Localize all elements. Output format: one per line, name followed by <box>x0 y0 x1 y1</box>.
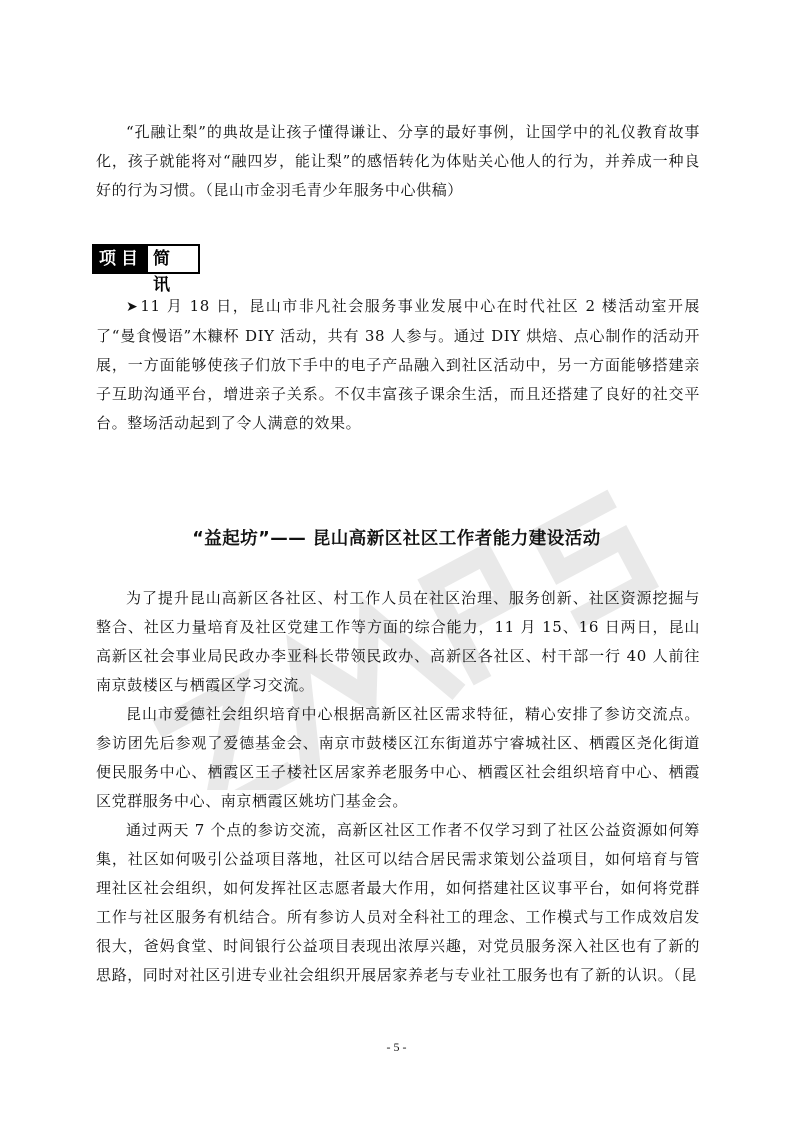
project-brief-header <box>92 244 200 295</box>
paragraph-visit-arrangement: 昆山市爱德社会组织培育中心根据高新区社区需求特征，精心安排了参访交流点。参访团先后参观了爱德基金会、南京市鼓楼区江东街道苏宁睿城社区、栖霞区尧化街道便民服务中心、栖霞区王子楼社区居家养老服务中心、栖霞区社会组织培育中心、栖霞区党群服务中心、南京栖霞区姚坊门基金会。 <box>96 705 700 810</box>
paragraph-visit-outcome: 通过两天 7 个点的参访交流，高新区社区工作者不仅学习到了社区公益资源如何筹集，社区如何吸引公益项目落地，社区可以结合居民需求策划公益项目，如何培育与管理社区社会组织，如何发挥社区志愿者最大作用，如何搭建社区议事平台，如何将党群工作与社区服务有机结合。所有参访人员对全科社工的理念、工作模式与工作成效启发很大，爸妈食堂、时间银行公益项目表现出浓厚兴趣，对党员服务深入社区也有了新的思路，同时对社区引进专业社会组织开展居家养老与专业社工服务也有了新的认识。（昆 <box>96 821 700 984</box>
brief-header-light-label: 简讯 <box>148 246 198 272</box>
paragraph-activity-intro: 为了提升昆山高新区各社区、村工作人员在社区治理、服务创新、社区资源挖掘与整合、社区力量培育及社区党建工作等方面的综合能力，11 月 15、16 日两日，昆山高新区社会事业局民政办李亚科长带领民政办、高新区各社区、村干部一行 40 人前往南京鼓楼区与栖霞区学习交流。 <box>96 589 700 694</box>
brief-item-text: 11 月 18 日，昆山市非凡社会服务事业发展中心在时代社区 2 楼活动室开展了“曼食慢语”木糠杯 DIY 活动，共有 38 人参与。通过 DIY 烘焙、点心制作的活动开展，一方面能够使孩子们放下手中的电子产品融入到社区活动中，另一方面能够搭建亲子互助沟通平台，增进亲子关系。不仅丰富孩子课余生活，而且还搭建了良好的社交平台。整场活动起到了令人满意的效果。 <box>96 297 700 432</box>
arrow-bullet-icon: ➤ <box>126 299 139 315</box>
brief-header-dark-label: 项目 <box>94 246 148 272</box>
page-number: - 5 - <box>386 1040 407 1054</box>
brief-item <box>96 292 700 438</box>
paragraph-kongrong-story: “孔融让梨”的典故是让孩子懂得谦让、分享的最好事例，让国学中的礼仪教育故事化，孩子就能将对“融四岁，能让梨”的感悟转化为体贴关心他人的行为，并养成一种良好的行为习惯。（昆山市金羽毛青少年服务中心供稿） <box>96 123 700 199</box>
section-title: “益起坊”—— 昆山高新区社区工作者能力建设活动 <box>192 529 601 549</box>
